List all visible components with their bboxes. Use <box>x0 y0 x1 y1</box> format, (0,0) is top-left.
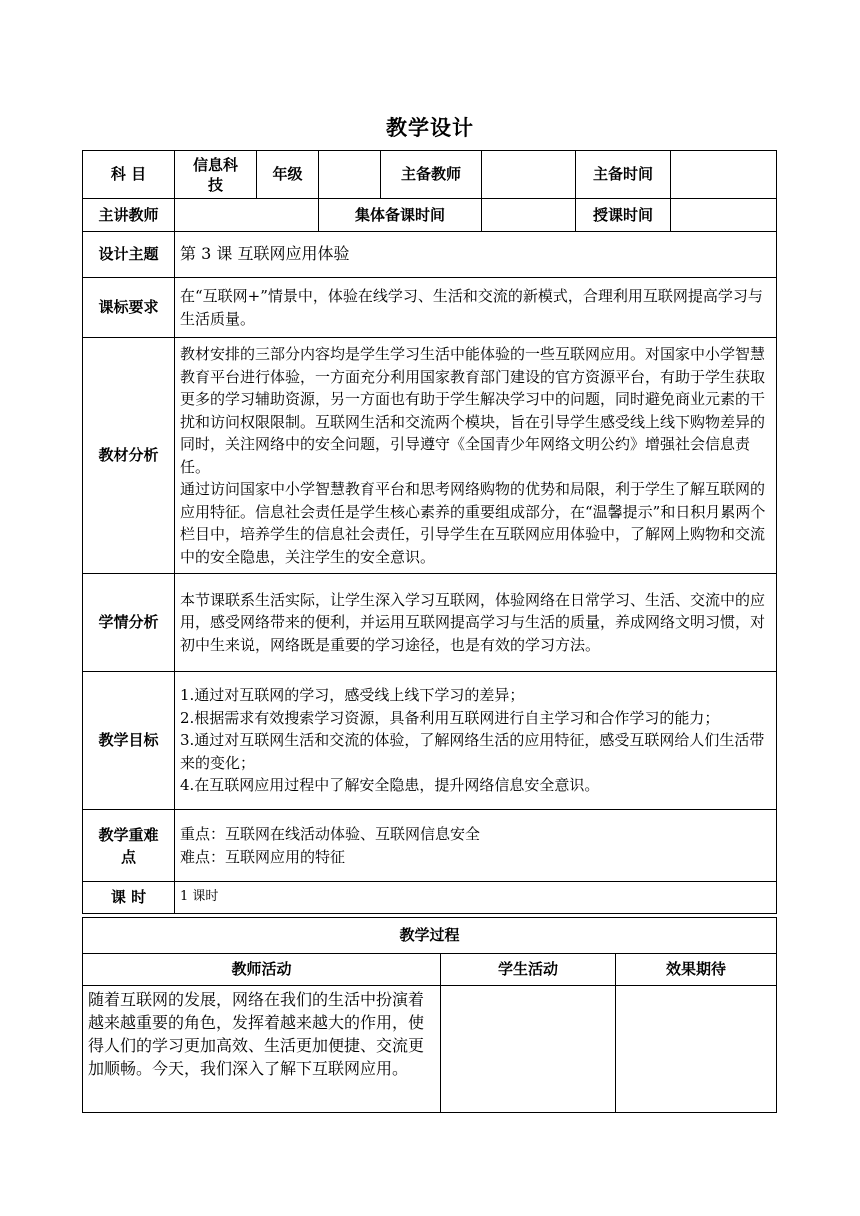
lead-time-label: 主备时间 <box>576 151 671 199</box>
keypoints-label: 教学重难点 <box>83 810 175 882</box>
subject-label: 科 目 <box>83 151 175 199</box>
material-value <box>175 338 777 574</box>
lead-teacher-label: 主备教师 <box>381 151 482 199</box>
standard-label: 课标要求 <box>83 278 175 338</box>
expected-effect-cell <box>616 986 777 1113</box>
standard-value: 在“互联网+”情景中，体验在线学习、生活和交流的新模式，合理利用互联网提高学习与生活质量。 <box>175 278 777 338</box>
teacher-activity-cell: 随着互联网的发展，网络在我们的生活中扮演着越来越重要的角色，发挥着越来越大的作用，使得人们的学习更加高效、生活更加便捷、交流更加顺畅。今天，我们深入了解下互联网应用。 <box>83 986 441 1113</box>
teacher-activity-header: 教师活动 <box>83 954 441 986</box>
subject-value: 信息科技 <box>175 151 257 199</box>
group-prep-time-value <box>482 199 576 232</box>
grade-label: 年级 <box>257 151 319 199</box>
theme-label: 设计主题 <box>83 232 175 278</box>
period-label: 课 时 <box>83 882 175 914</box>
group-prep-time-label: 集体备课时间 <box>319 199 482 232</box>
goal-item: 1.通过对互联网的学习，感受线上线下学习的差异； <box>180 686 525 705</box>
expected-effect-header: 效果期待 <box>616 954 777 986</box>
keypoints-value <box>175 810 777 882</box>
goal-item: 3.通过对互联网生活和交流的体验，了解网络生活的应用特征，感受互联网给人们生活带来的变化； <box>180 731 765 772</box>
lesson-info-table <box>82 150 777 914</box>
grade-value <box>319 151 381 199</box>
key-point: 重点：互联网在线活动体验、互联网信息安全 <box>180 825 481 843</box>
material-label: 教材分析 <box>83 338 175 574</box>
goals-label: 教学目标 <box>83 672 175 810</box>
lead-time-value <box>671 151 777 199</box>
process-title: 教学过程 <box>83 918 777 954</box>
goal-item: 4.在互联网应用过程中了解安全隐患，提升网络信息安全意识。 <box>180 776 600 795</box>
class-time-label: 授课时间 <box>576 199 671 232</box>
lead-teacher-value <box>482 151 576 199</box>
material-paragraph: 教材安排的三部分内容均是学生学习生活中能体验的一些互联网应用。对国家中小学智慧教育平台进行体验，一方面充分利用国家教育部门建设的官方资源平台，有助于学生获取更多的学习辅助资源，另一方面也有助于学生解决学习中的问题，同时避免商业元素的干扰和访问权限限制。互联网生活和交流两个模块，旨在引导学生感受线上线下购物差异的同时，关注网络中的安全问题，引导遵守《全国青少年网络文明公约》增强社会信息责任。 <box>180 345 766 476</box>
theme-value: 第 3 课 互联网应用体验 <box>175 232 777 278</box>
material-paragraph: 通过访问国家中小学智慧教育平台和思考网络购物的优势和局限，利于学生了解互联网的应用特征。信息社会责任是学生核心素养的重要组成部分，在“温馨提示”和日积月累两个栏目中，培养学生的信息社会责任，引导学生在互联网应用体验中，了解网上购物和交流中的安全隐患，关注学生的安全意识。 <box>180 480 766 566</box>
learner-label: 学情分析 <box>83 574 175 672</box>
period-value: 1 课时 <box>175 882 777 914</box>
goals-value <box>175 672 777 810</box>
learner-value: 本节课联系生活实际，让学生深入学习互联网，体验网络在日常学习、生活、交流中的应用，感受网络带来的便利，并运用互联网提高学习与生活的质量，养成网络文明习惯，对初中生来说，网络既是重要的学习途径，也是有效的学习方法。 <box>175 574 777 672</box>
lecturer-value <box>175 199 319 232</box>
class-time-value <box>671 199 777 232</box>
student-activity-header: 学生活动 <box>441 954 616 986</box>
lecturer-label: 主讲教师 <box>83 199 175 232</box>
difficult-point: 难点：互联网应用的特征 <box>180 847 346 866</box>
teaching-process-table <box>82 917 777 1113</box>
page-title: 教学设计 <box>386 116 474 140</box>
goal-item: 2.根据需求有效搜索学习资源，具备利用互联网进行自主学习和合作学习的能力； <box>180 708 720 727</box>
student-activity-cell <box>441 986 616 1113</box>
